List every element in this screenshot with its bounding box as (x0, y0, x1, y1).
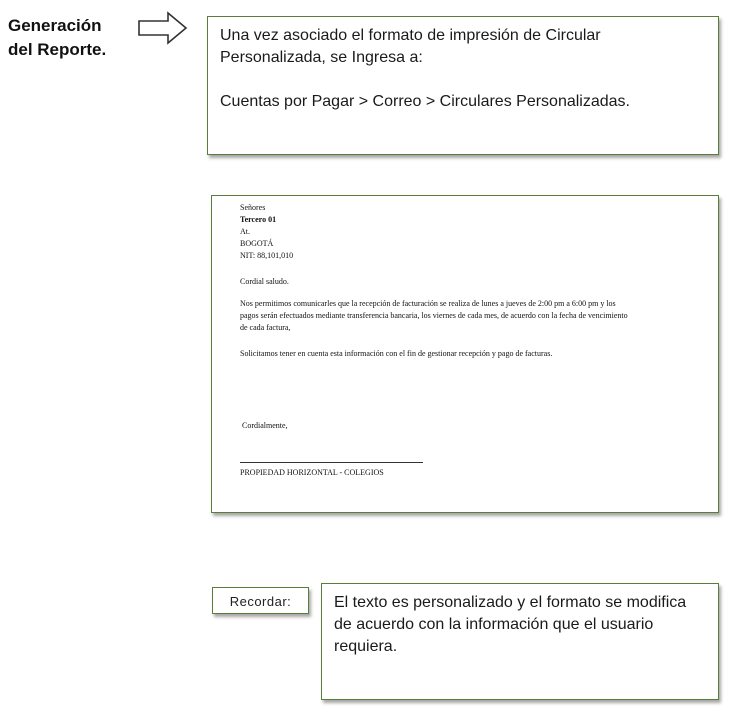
letter-attn: At. (240, 227, 250, 236)
letter-body-line-2: pagos serán efectuados mediante transferencia bancaria, los viernes de cada mes, de acuerdo con la fecha de vencimiento (240, 311, 628, 320)
reminder-note-box (321, 583, 719, 700)
letter-content (240, 202, 718, 479)
letter-preview (211, 195, 719, 513)
instruction-box (207, 16, 719, 155)
letter-salutation: Señores (240, 203, 266, 212)
menu-path-text: Cuentas por Pagar > Correo > Circulares Personalizadas. (220, 93, 630, 110)
instruction-line-1: Una vez asociado el formato de impresión de Circular (220, 27, 601, 44)
letter-recipient: Tercero 01 (240, 215, 277, 224)
letter-greeting: Cordial saludo. (240, 277, 289, 286)
letter-request: Solicitamos tener en cuenta esta información con el fin de gestionar recepción y pago de facturas. (240, 349, 553, 358)
reminder-line-2: de acuerdo con la información que el usuario (334, 616, 654, 633)
reminder-label: Recordar: (229, 594, 292, 609)
signature-line (240, 462, 423, 463)
letter-nit: NIT: 88,101,010 (240, 251, 294, 260)
right-arrow-outline-icon (137, 10, 189, 46)
letter-company: PROPIEDAD HORIZONTAL - COLEGIOS (240, 468, 384, 477)
letter-city: BOGOTÁ (240, 239, 274, 248)
step-title-line2: del Reporte. (8, 40, 107, 59)
instruction-line-2: Personalizada, se Ingresa a: (220, 49, 423, 66)
letter-closing: Cordialmente, (242, 421, 288, 430)
letter-body-line-1: Nos permitimos comunicarles que la recepción de facturación se realiza de lunes a jueves de 2:00 pm a 6:00 pm y los (240, 299, 616, 308)
reminder-line-3: requiera. (334, 638, 398, 655)
step-title (8, 14, 106, 62)
reminder-line-1: El texto es personalizado y el formato se modifica (334, 594, 687, 611)
step-title-line1: Generación (8, 16, 102, 35)
reminder-label-box (212, 587, 309, 614)
letter-body-line-3: de cada factura, (240, 323, 291, 332)
